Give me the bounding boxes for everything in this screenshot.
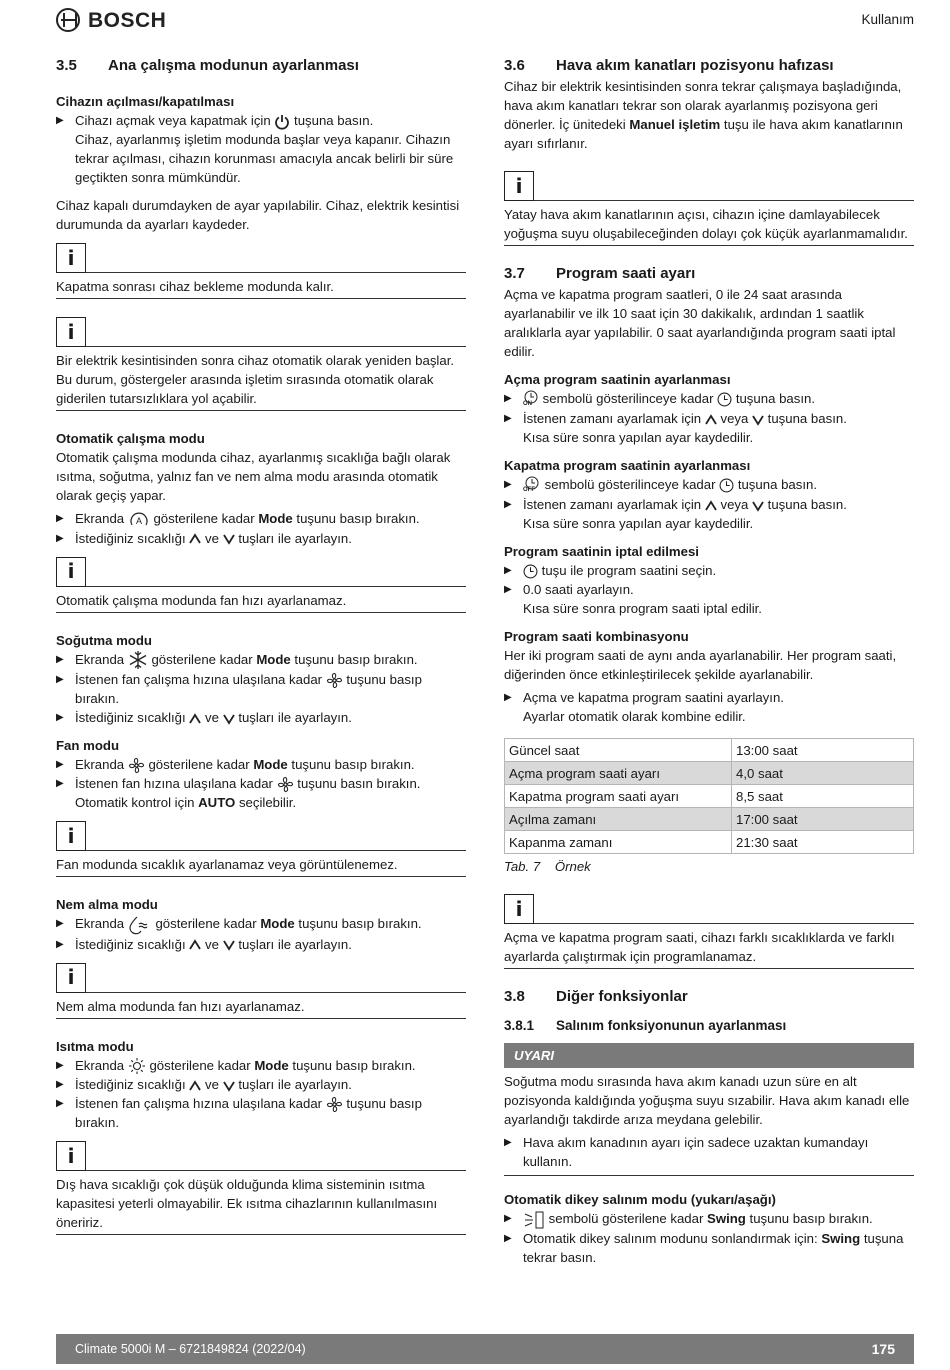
info-note: i Fan modunda sıcaklık ayarlanamaz veya görüntülenemez. [56,821,466,877]
arrow-bullet-icon: ▶ [56,918,64,930]
section-title: Kullanım [861,12,914,27]
arrow-bullet-icon: ▶ [504,499,512,511]
fan-icon [326,1096,343,1113]
info-note: i Kapatma sonrası cihaz bekleme modunda kalır. [56,243,466,299]
table-row: Kapanma zamanı 21:30 saat [505,831,914,854]
arrow-bullet-icon: ▶ [56,1059,64,1071]
up-chevron-icon [189,939,201,951]
subheading-auto: Otomatik çalışma modu [56,431,205,446]
heading-3-8: 3.8 Diğer fonksiyonlar [504,988,688,1006]
timer-off-icon: OFF [523,476,541,495]
example-table [504,738,914,854]
info-icon: i [56,317,86,347]
up-chevron-icon [189,1080,201,1092]
timer-icon [523,564,538,579]
list-item: ▶ Ekranda gösterilene kadar Mode tuşunu basıp bırakın. [56,914,466,935]
arrow-bullet-icon: ▶ [504,1137,512,1149]
info-note: i Açma ve kapatma program saati, cihazı farklı sıcaklıklarda ve farklı ayarlarda çalıştırmak için programlanamaz. [504,894,914,969]
down-chevron-icon [223,533,235,545]
list-item: ▶ tuşu ile program saatini seçin. [504,563,717,579]
arrow-bullet-icon: ▶ [504,565,512,577]
right-column [504,56,914,1267]
down-chevron-icon [223,713,235,725]
subheading-off-timer: Kapatma program saatinin ayarlanması [504,458,751,474]
timer-icon [719,478,734,493]
list-item: ▶ İstenen zamanı ayarlamak için veya tuşuna basın. Kısa süre sonra yapılan ayar kaydedilir. [504,497,847,532]
subheading-cancel-timer: Program saatinin iptal edilmesi [504,544,699,560]
table-row: Açma program saati ayarı 4,0 saat [505,762,914,785]
up-chevron-icon [705,500,717,512]
page-footer [56,1334,914,1364]
arrow-bullet-icon: ▶ [56,532,64,544]
arrow-bullet-icon: ▶ [56,778,64,790]
arrow-bullet-icon: ▶ [504,1213,512,1225]
dry-mode-icon [128,915,152,935]
list-item: ▶ ON sembolü gösterilinceye kadar tuşuna basın. [504,391,815,408]
down-chevron-icon [752,500,764,512]
list-item: ▶ İstediğiniz sıcaklığı ve tuşları ile ayarlayın. [56,710,352,726]
list-item: ▶ Ekranda gösterilene kadar Mode tuşunu basıp bırakın. [56,1056,466,1076]
list-item: ▶ Ekranda A gösterilene kadar Mode tuşunu basıp bırakın. [56,509,466,529]
list-item: ▶ Cihazı açmak veya kapatmak için tuşuna basın. Cihaz, ayarlanmış işletim modunda başlar veya kapanır. Cihazın tekrar açılması, cihazın korunması amacıyla ancak belirli bir süre geçtikten sonra mümkündür. [56,113,454,185]
list-item: ▶ Otomatik dikey salınım modunu sonlandırmak için: Swing tuşuna tekrar basın. [504,1230,904,1265]
fan-icon [326,672,343,689]
heading-3-8-1: 3.8.1 Salınım fonksiyonunun ayarlanması [504,1018,787,1034]
timer-on-icon: ON [523,390,539,409]
fan-icon [277,776,294,793]
list-item: ▶ İstediğiniz sıcaklığı ve tuşları ile ayarlayın. [56,936,352,952]
up-chevron-icon [189,533,201,545]
list-item: ▶ OFF sembolü gösterilinceye kadar tuşuna basın. [504,477,817,494]
subheading-onoff: Cihazın açılması/kapatılması [56,94,235,109]
document-id: Climate 5000i M – 6721849824 (2022/04) [75,1341,306,1356]
sun-icon [128,1057,146,1075]
subheading-fan: Fan modu [56,738,120,754]
arrow-bullet-icon: ▶ [56,759,64,771]
info-icon: i [56,557,86,587]
up-chevron-icon [189,713,201,725]
list-item: ▶ sembolü gösterilene kadar Swing tuşunu basıp bırakın. [504,1209,914,1229]
subheading-cooling: Soğutma modu [56,632,152,648]
arrow-bullet-icon: ▶ [56,712,64,724]
info-note: i Nem alma modunda fan hızı ayarlanamaz. [56,963,466,1019]
arrow-bullet-icon: ▶ [504,413,512,425]
snowflake-icon [128,650,148,670]
arrow-bullet-icon: ▶ [504,1232,512,1244]
warning-label: UYARI [504,1043,914,1068]
warning-text: Soğutma modu sırasında hava akım kanadı uzun süre en alt pozisyonda kaldığında yoğuşma suyu sızabilir. Hava akım kanadı elle ayarlandığı takdirde arıza meydana gelebilir. [504,1074,910,1128]
info-icon: i [504,894,534,924]
table-row: Güncel saat 13:00 saat [505,739,914,762]
info-icon: i [56,243,86,273]
info-note: i Yatay hava akım kanatlarının açısı, cihazın içine damlayabilecek yoğuşma suyu oluşabileceğinden dolayı çok küçük ayarlanmamalıdır. [504,171,914,246]
table-caption: Tab. 7 Örnek [504,859,591,875]
list-item: ▶ İstenen fan çalışma hızına ulaşılana kadar tuşunu basıp bırakın. [56,672,422,707]
table-row: Kapatma program saati ayarı 8,5 saat [505,785,914,808]
list-item: ▶ Ekranda gösterilene kadar Mode tuşunu basıp bırakın. [56,755,466,774]
down-chevron-icon [752,414,764,426]
list-item: ▶ 0.0 saati ayarlayın. Kısa süre sonra program saati iptal edilir. [504,582,762,617]
arrow-bullet-icon: ▶ [56,513,64,524]
info-icon: i [504,171,534,201]
heading-3-5: 3.5 Ana çalışma modunun ayarlanması [56,57,359,74]
arrow-bullet-icon: ▶ [56,1098,64,1110]
down-chevron-icon [223,939,235,951]
list-item: ▶ İstenen fan hızına ulaşılana kadar tuşunu basın bırakın. Otomatik kontrol için AUTO seçilebilir. [56,776,421,811]
list-item: ▶ Ekranda gösterilene kadar Mode tuşunu basıp bırakın. [56,650,466,671]
subheading-swing: Otomatik dikey salınım modu (yukarı/aşağı) [504,1192,776,1208]
svg-text:A: A [135,515,142,526]
list-item: ▶ İstenen zamanı ayarlamak için veya tuşuna basın. Kısa süre sonra yapılan ayar kaydedilir. [504,411,847,446]
info-icon: i [56,963,86,993]
heading-3-7: 3.7 Program saati ayarı [504,265,696,282]
paragraph: Açma ve kapatma program saatleri, 0 ile 24 saat arasında ayarlanabilir ve ilk 10 saat için 30 dakikalık, ardından 1 saatlik aralıklarla ayar yapılabilir. 0 saat ayarlandığında program saati iptal edilir. [504,287,896,359]
brand-name: BOSCH [88,8,167,32]
fan-icon [128,757,145,774]
info-icon: i [56,1141,86,1171]
arrow-bullet-icon: ▶ [504,692,512,704]
brand-logo [56,8,166,32]
bosch-armature-icon [56,8,80,32]
paragraph: Her iki program saati de aynı anda ayarlanabilir. Her program saati, diğerinden önce etkinleştirilecek şekilde ayarlanabilir. [504,648,897,683]
list-item: ▶ İstenen fan çalışma hızına ulaşılana kadar tuşunu basıp bırakın. [56,1096,422,1131]
down-chevron-icon [223,1080,235,1092]
paragraph: Cihaz kapalı durumdayken de ayar yapılabilir. Cihaz, elektrik kesintisi durumunda da ayarları kaydeder. [56,198,460,232]
list-item: ▶ İstediğiniz sıcaklığı ve tuşları ile ayarlayın. [56,530,352,546]
subheading-heat: Isıtma modu [56,1038,134,1054]
page-number: 175 [871,1340,895,1357]
subheading-dry: Nem alma modu [56,897,158,913]
list-item: ▶ Açma ve kapatma program saatini ayarlayın. Ayarlar otomatik olarak kombine edilir. [504,690,784,725]
power-icon [274,114,290,130]
up-chevron-icon [705,414,717,426]
arrow-bullet-icon: ▶ [56,938,64,950]
arrow-bullet-icon: ▶ [56,1079,64,1091]
arrow-bullet-icon: ▶ [504,393,512,404]
arrow-bullet-icon: ▶ [504,479,512,491]
list-item: ▶ Hava akım kanadının ayarı için sadece uzaktan kumandayı kullanın. [504,1135,869,1170]
timer-icon [717,392,732,407]
swing-icon [523,1211,545,1229]
info-note: i Dış hava sıcaklığı çok düşük olduğunda klima sisteminin ısıtma kapasitesi yeterli olmayabilir. Ek ısıtma cihazlarının kullanılmasını öneririz. [56,1141,466,1235]
paragraph: Cihaz bir elektrik kesintisinden sonra tekrar çalışmaya başladığında, hava akım kanatları tekrar son olarak ayarlanmış pozisyona geri dönerler. İç ünitedeki Manuel işletim tuşu ile hava akım kanatlarının ayarı sıfırlanır. [504,79,903,151]
paragraph: Otomatik çalışma modunda cihaz, ayarlanmış sıcaklığa bağlı olarak ısıtma, soğutma, yalnız fan ve nem alma modu arasında otomatik olarak geçiş yapar. [56,450,451,503]
auto-mode-icon [128,511,150,529]
left-column [56,56,466,1235]
heading-3-6: 3.6 Hava akım kanatları pozisyonu hafızası [504,57,834,74]
info-icon: i [56,821,86,851]
list-item: ▶ İstediğiniz sıcaklığı ve tuşları ile ayarlayın. [56,1077,352,1093]
subheading-on-timer: Açma program saatinin ayarlanması [504,372,731,387]
info-note: i Bir elektrik kesintisinden sonra cihaz otomatik olarak yeniden başlar. Bu durum, göstergeler arasında işletim sırasında otomatik olarak giderilen tutarsızlıklara yol açabilir. [56,317,466,411]
table-row: Açılma zamanı 17:00 saat [505,808,914,831]
subheading-combination: Program saati kombinasyonu [504,629,689,645]
info-note: i Otomatik çalışma modunda fan hızı ayarlanamaz. [56,557,466,613]
arrow-bullet-icon: ▶ [504,584,512,596]
arrow-bullet-icon: ▶ [56,115,64,126]
arrow-bullet-icon: ▶ [56,653,64,665]
arrow-bullet-icon: ▶ [56,674,64,686]
